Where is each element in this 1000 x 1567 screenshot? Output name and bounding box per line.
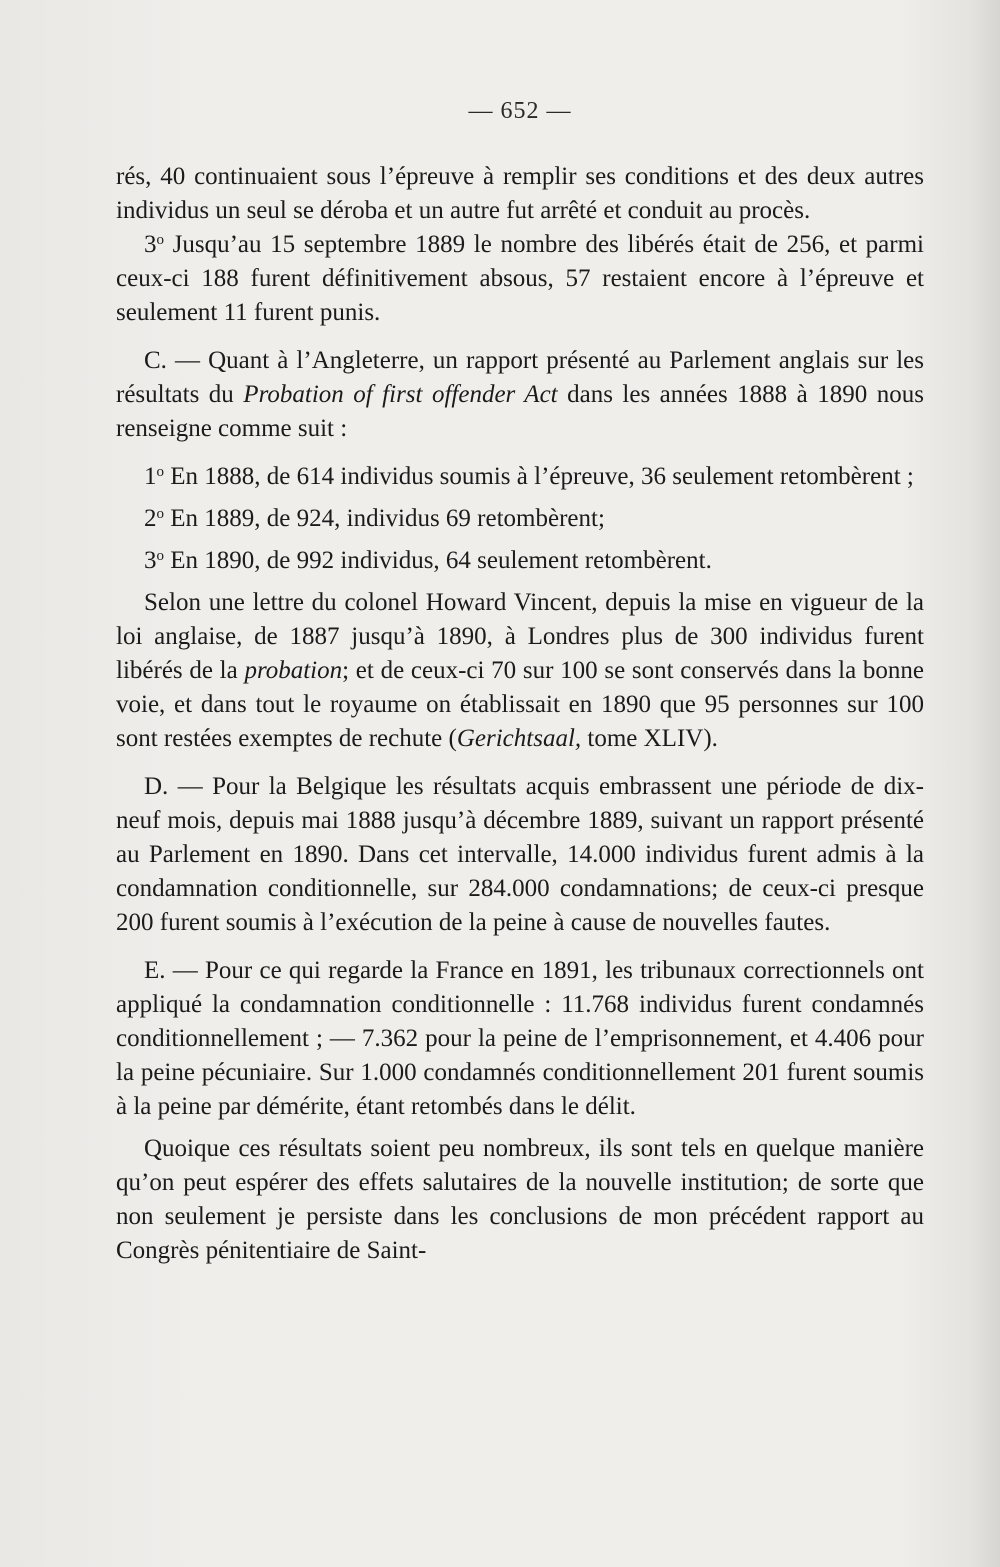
- paragraph-text: dans les années 1888 à 1890 nous renseigne comme suit :: [116, 381, 924, 442]
- item-number: 3: [144, 231, 157, 258]
- body-text: [116, 160, 924, 1268]
- paragraph-text: rés, 40 continuaient sous l’épreuve à remplir ses conditions et des deux autres individus un seul se déroba et un autre fut arrêté et conduit au procès.: [116, 163, 924, 224]
- paragraph-france: [116, 954, 924, 1124]
- paragraph-item-3-first-list: [116, 228, 924, 330]
- paragraph-text: En 1888, de 614 individus soumis à l’épreuve, 36 seulement retombèrent ;: [164, 463, 914, 490]
- paragraph-england: [116, 344, 924, 446]
- paragraph-continuation: [116, 160, 924, 228]
- paragraph-text: D. — Pour la Belgique les résultats acquis embrassent une période de dix-neuf mois, depuis mai 1888 jusqu’à décembre 1889, suivant un rapport présenté au Parlement en 1890. Dans cet intervalle, 14.000 individus furent admis à la condamnation conditionnelle, sur 284.000 condamnations; de ceux-ci presque 200 furent soumis à l’exécution de la peine à cause de nouvelles fautes.: [116, 773, 924, 936]
- ordinal-mark: o: [156, 506, 164, 522]
- item-number: 1: [144, 463, 157, 490]
- paragraph-belgium: [116, 770, 924, 940]
- paragraph-text: En 1889, de 924, individus 69 retombèrent;: [164, 505, 605, 532]
- paragraph-conclusion: [116, 1132, 924, 1268]
- ordinal-mark: o: [156, 232, 164, 248]
- act-title: Probation of first offender Act: [243, 381, 558, 408]
- paragraph-text: tome XLIV).: [581, 725, 718, 752]
- paragraph-text: C. — Quant à l’Angleterre, un rapport présenté au Parlement anglais sur les résultats du: [116, 347, 924, 408]
- paragraph-item-3: [116, 544, 924, 578]
- paragraph-item-1: [116, 460, 924, 494]
- citation-title: Gerichtsaal,: [456, 725, 582, 752]
- paragraph-text: E. — Pour ce qui regarde la France en 1891, les tribunaux correctionnels ont appliqué la condamnation conditionnelle : 11.768 individus furent condamnés conditionnellement ; — 7.362 pour la peine de l’emprisonnement, et 4.406 pour la peine pécuniaire. Sur 1.000 condamnés conditionnellement 201 furent soumis à la peine par démérite, étant retombés dans le délit.: [116, 957, 924, 1120]
- paragraph-text: Quoique ces résultats soient peu nombreux, ils sont tels en quelque manière qu’on peut espérer des effets salutaires de la nouvelle institution; de sorte que non seulement je persiste dans les conclusions de mon précédent rapport au Congrès pénitentiaire de Saint-: [116, 1135, 924, 1264]
- item-number: 2: [144, 505, 157, 532]
- paragraph-howard-vincent: [116, 586, 924, 756]
- italic-term: probation: [244, 657, 343, 684]
- item-number: 3: [144, 547, 157, 574]
- paragraph-text: Jusqu’au 15 septembre 1889 le nombre des libérés était de 256, et parmi ceux-ci 188 furent définitivement absous, 57 restaient encore à l’épreuve et seulement 11 furent punis.: [116, 231, 924, 326]
- ordinal-mark: o: [156, 464, 164, 480]
- page-number: — 652 —: [468, 98, 572, 124]
- paragraph-item-2: [116, 502, 924, 536]
- paragraph-text: En 1890, de 992 individus, 64 seulement retombèrent.: [164, 547, 712, 574]
- paragraph-text: ; et de ceux-ci 70 sur 100 se sont conservés dans la bonne voie, et dans tout le royaume on établissait en 1890 que 95 personnes sur 100 sont restées exemptes de rechute (: [116, 657, 924, 752]
- ordinal-mark: o: [156, 548, 164, 564]
- paragraph-text: Selon une lettre du colonel Howard Vincent, depuis la mise en vigueur de la loi anglaise, de 1887 jusqu’à 1890, à Londres plus de 300 individus furent libérés de la: [116, 589, 924, 684]
